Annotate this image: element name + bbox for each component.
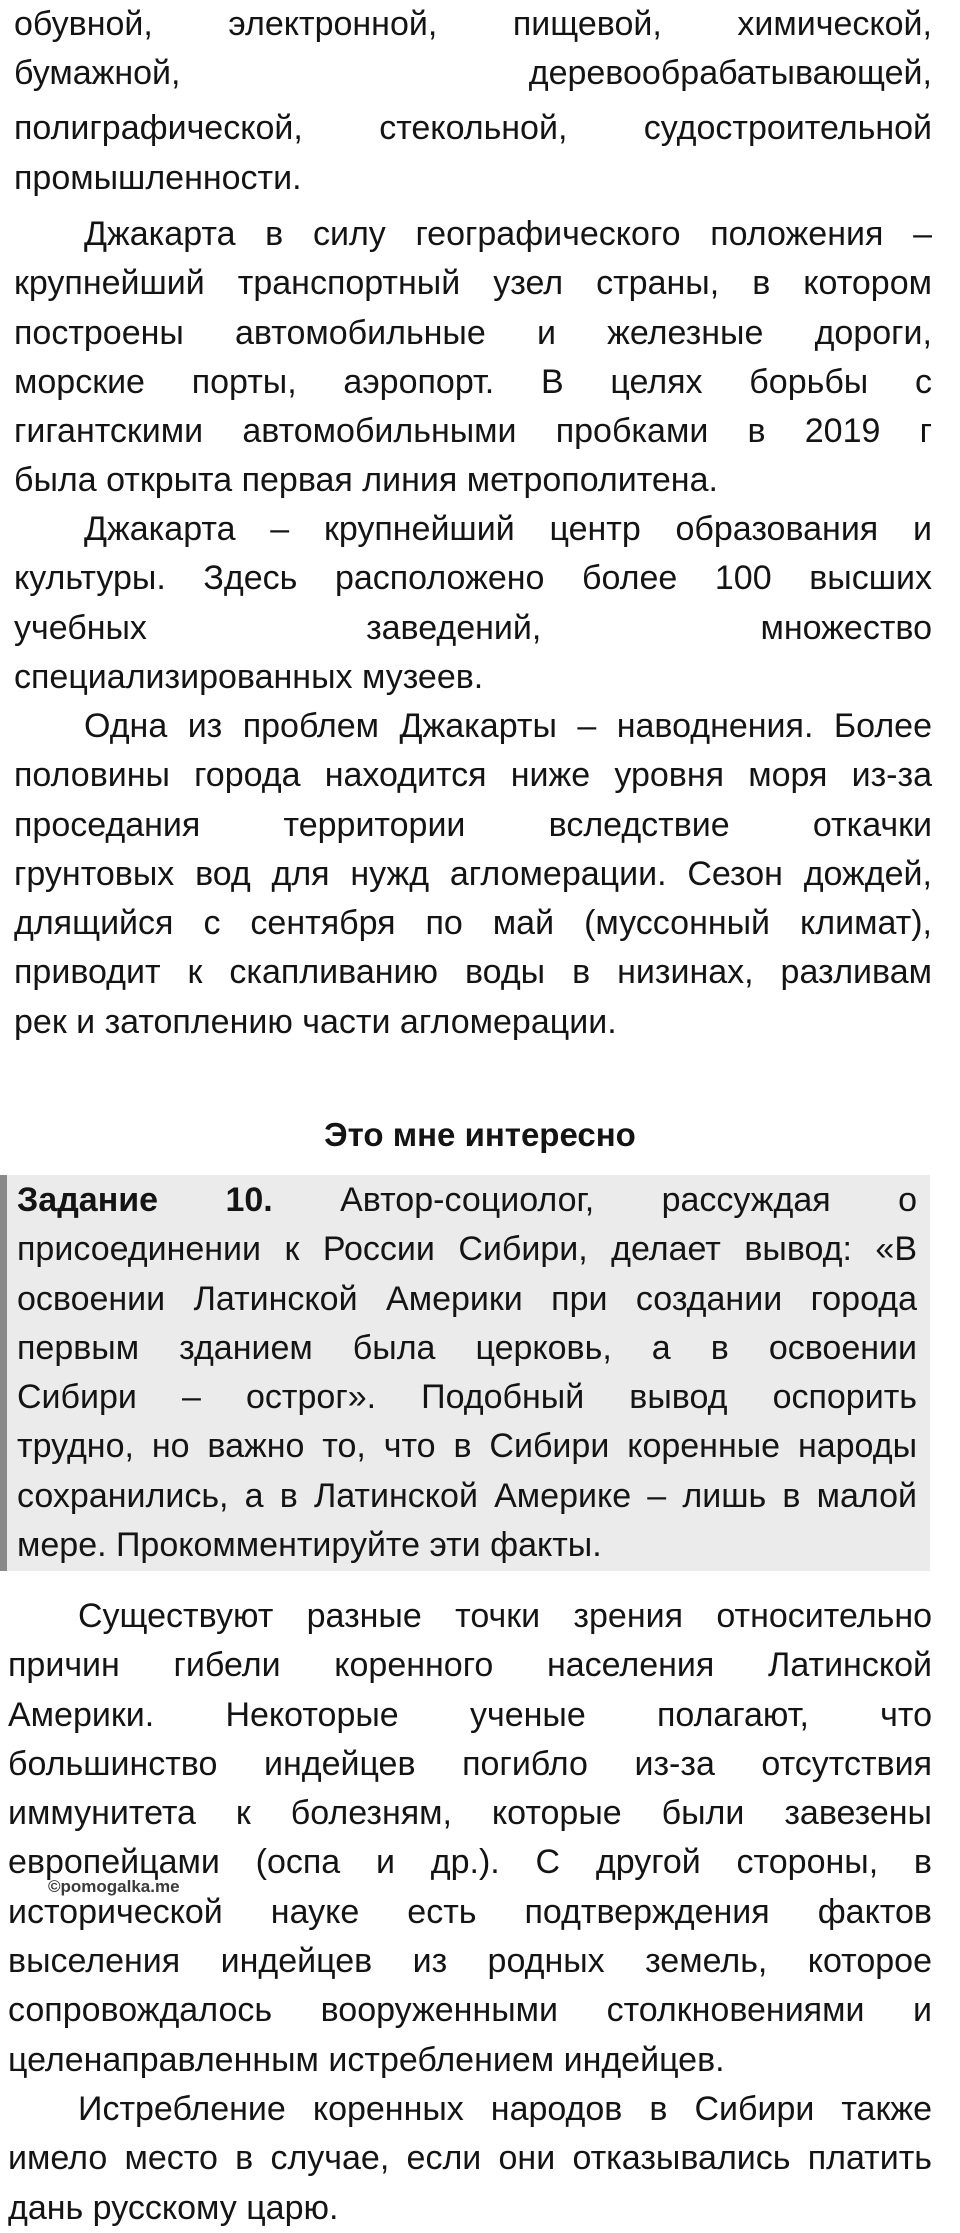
task-first-line: [17, 1176, 917, 1225]
answer-paragraph-2: [8, 2085, 932, 2233]
answer-paragraph-1: [8, 1592, 932, 2085]
text-line: европейцами (оспа и др.). С другой стороны, в: [8, 1843, 932, 1882]
text-line: Сибири – острог». Подобный вывод оспорить: [17, 1378, 917, 1417]
text-line: Существуют разные точки зрения относительно: [78, 1597, 932, 1635]
text-line: Джакарта – крупнейший центр образования и: [84, 510, 932, 548]
text-line: иммунитета к болезням, которые были завезены: [8, 1794, 932, 1833]
paragraph-floods: [14, 702, 932, 1047]
text-line: первым зданием была церковь, а в освоении: [17, 1328, 917, 1367]
text-line: целенаправленным истреблением индейцев.: [8, 2040, 725, 2079]
text-line: крупнейший транспортный узел страны, в котором: [14, 264, 932, 303]
text-line: морские порты, аэропорт. В целях борьбы с: [14, 362, 932, 401]
text-line: проседания территории вследствие откачки: [14, 805, 932, 844]
text-line: освоении Латинской Америки при создании города: [17, 1279, 917, 1318]
text-line: Америки. Некоторые ученые полагают, что: [8, 1695, 932, 1734]
section-heading: Это мне интересно: [324, 1116, 636, 1153]
text-line: рек и затоплению части агломерации.: [14, 1002, 617, 1041]
text-line: сопровождалось вооруженными столкновениями и: [8, 1991, 932, 2030]
text-line: полиграфической, стекольной, судостроительной: [14, 109, 932, 148]
text-line: культуры. Здесь расположено более 100 высших: [14, 559, 932, 598]
text-line: приводит к скапливанию воды в низинах, разливам: [14, 953, 932, 992]
text-line: Джакарта в силу географического положения –: [84, 215, 932, 253]
text-line: грунтовых вод для нужд агломерации. Сезон дождей,: [14, 854, 932, 893]
text-line: исторической науке есть подтверждения фактов: [8, 1892, 932, 1931]
text-line: Истребление коренных народов в Сибири также: [78, 2090, 932, 2128]
text-line: трудно, но важно то, что в Сибири коренные народы: [17, 1427, 917, 1466]
text-line: выселения индейцев из родных земель, которое: [8, 1942, 932, 1981]
text-line: построены автомобильные и железные дороги,: [14, 313, 932, 352]
text-line: бумажной, деревообрабатывающей,: [14, 54, 932, 93]
text-line: обувной, электронной, пищевой, химической,: [14, 5, 932, 43]
paragraph-education: [14, 505, 932, 702]
text-line: длящийся с сентября по май (муссонный климат),: [14, 904, 932, 943]
text-line: Одна из проблем Джакарты – наводнения. Более: [84, 707, 932, 745]
text-line: была открыта первая линия метрополитена.: [14, 461, 718, 500]
text-line: большинство индейцев погибло из-за отсутствия: [8, 1744, 932, 1783]
text-line: присоединении к России Сибири, делает вывод: «В: [17, 1230, 917, 1269]
text-line: причин гибели коренного населения Латинской: [8, 1646, 932, 1685]
text-line: промышленности.: [14, 158, 302, 197]
paragraph-industries: [14, 0, 932, 203]
task-text: [17, 1176, 917, 1570]
text-line: гигантскими автомобильными пробками в 2019 г: [14, 412, 932, 451]
text-line: учебных заведений, множество: [14, 608, 932, 647]
watermark: ©pomogalka.me: [48, 1877, 180, 1896]
text-line: специализированных музеев.: [14, 657, 484, 696]
text-line: имело место в случае, если они отказывались платить: [8, 2139, 932, 2178]
task-label: Задание 10.: [17, 1181, 273, 1219]
text-line: половины города находится ниже уровня моря из-за: [14, 756, 932, 795]
task-first-line-text: Автор-социолог, рассуждая о: [340, 1181, 917, 1219]
text-line: сохранились, а в Латинской Америке – лишь в малой: [17, 1476, 917, 1515]
paragraph-transport: [14, 210, 932, 506]
text-line: мере. Прокомментируйте эти факты.: [17, 1526, 602, 1565]
text-line: дань русскому царю.: [8, 2188, 339, 2227]
